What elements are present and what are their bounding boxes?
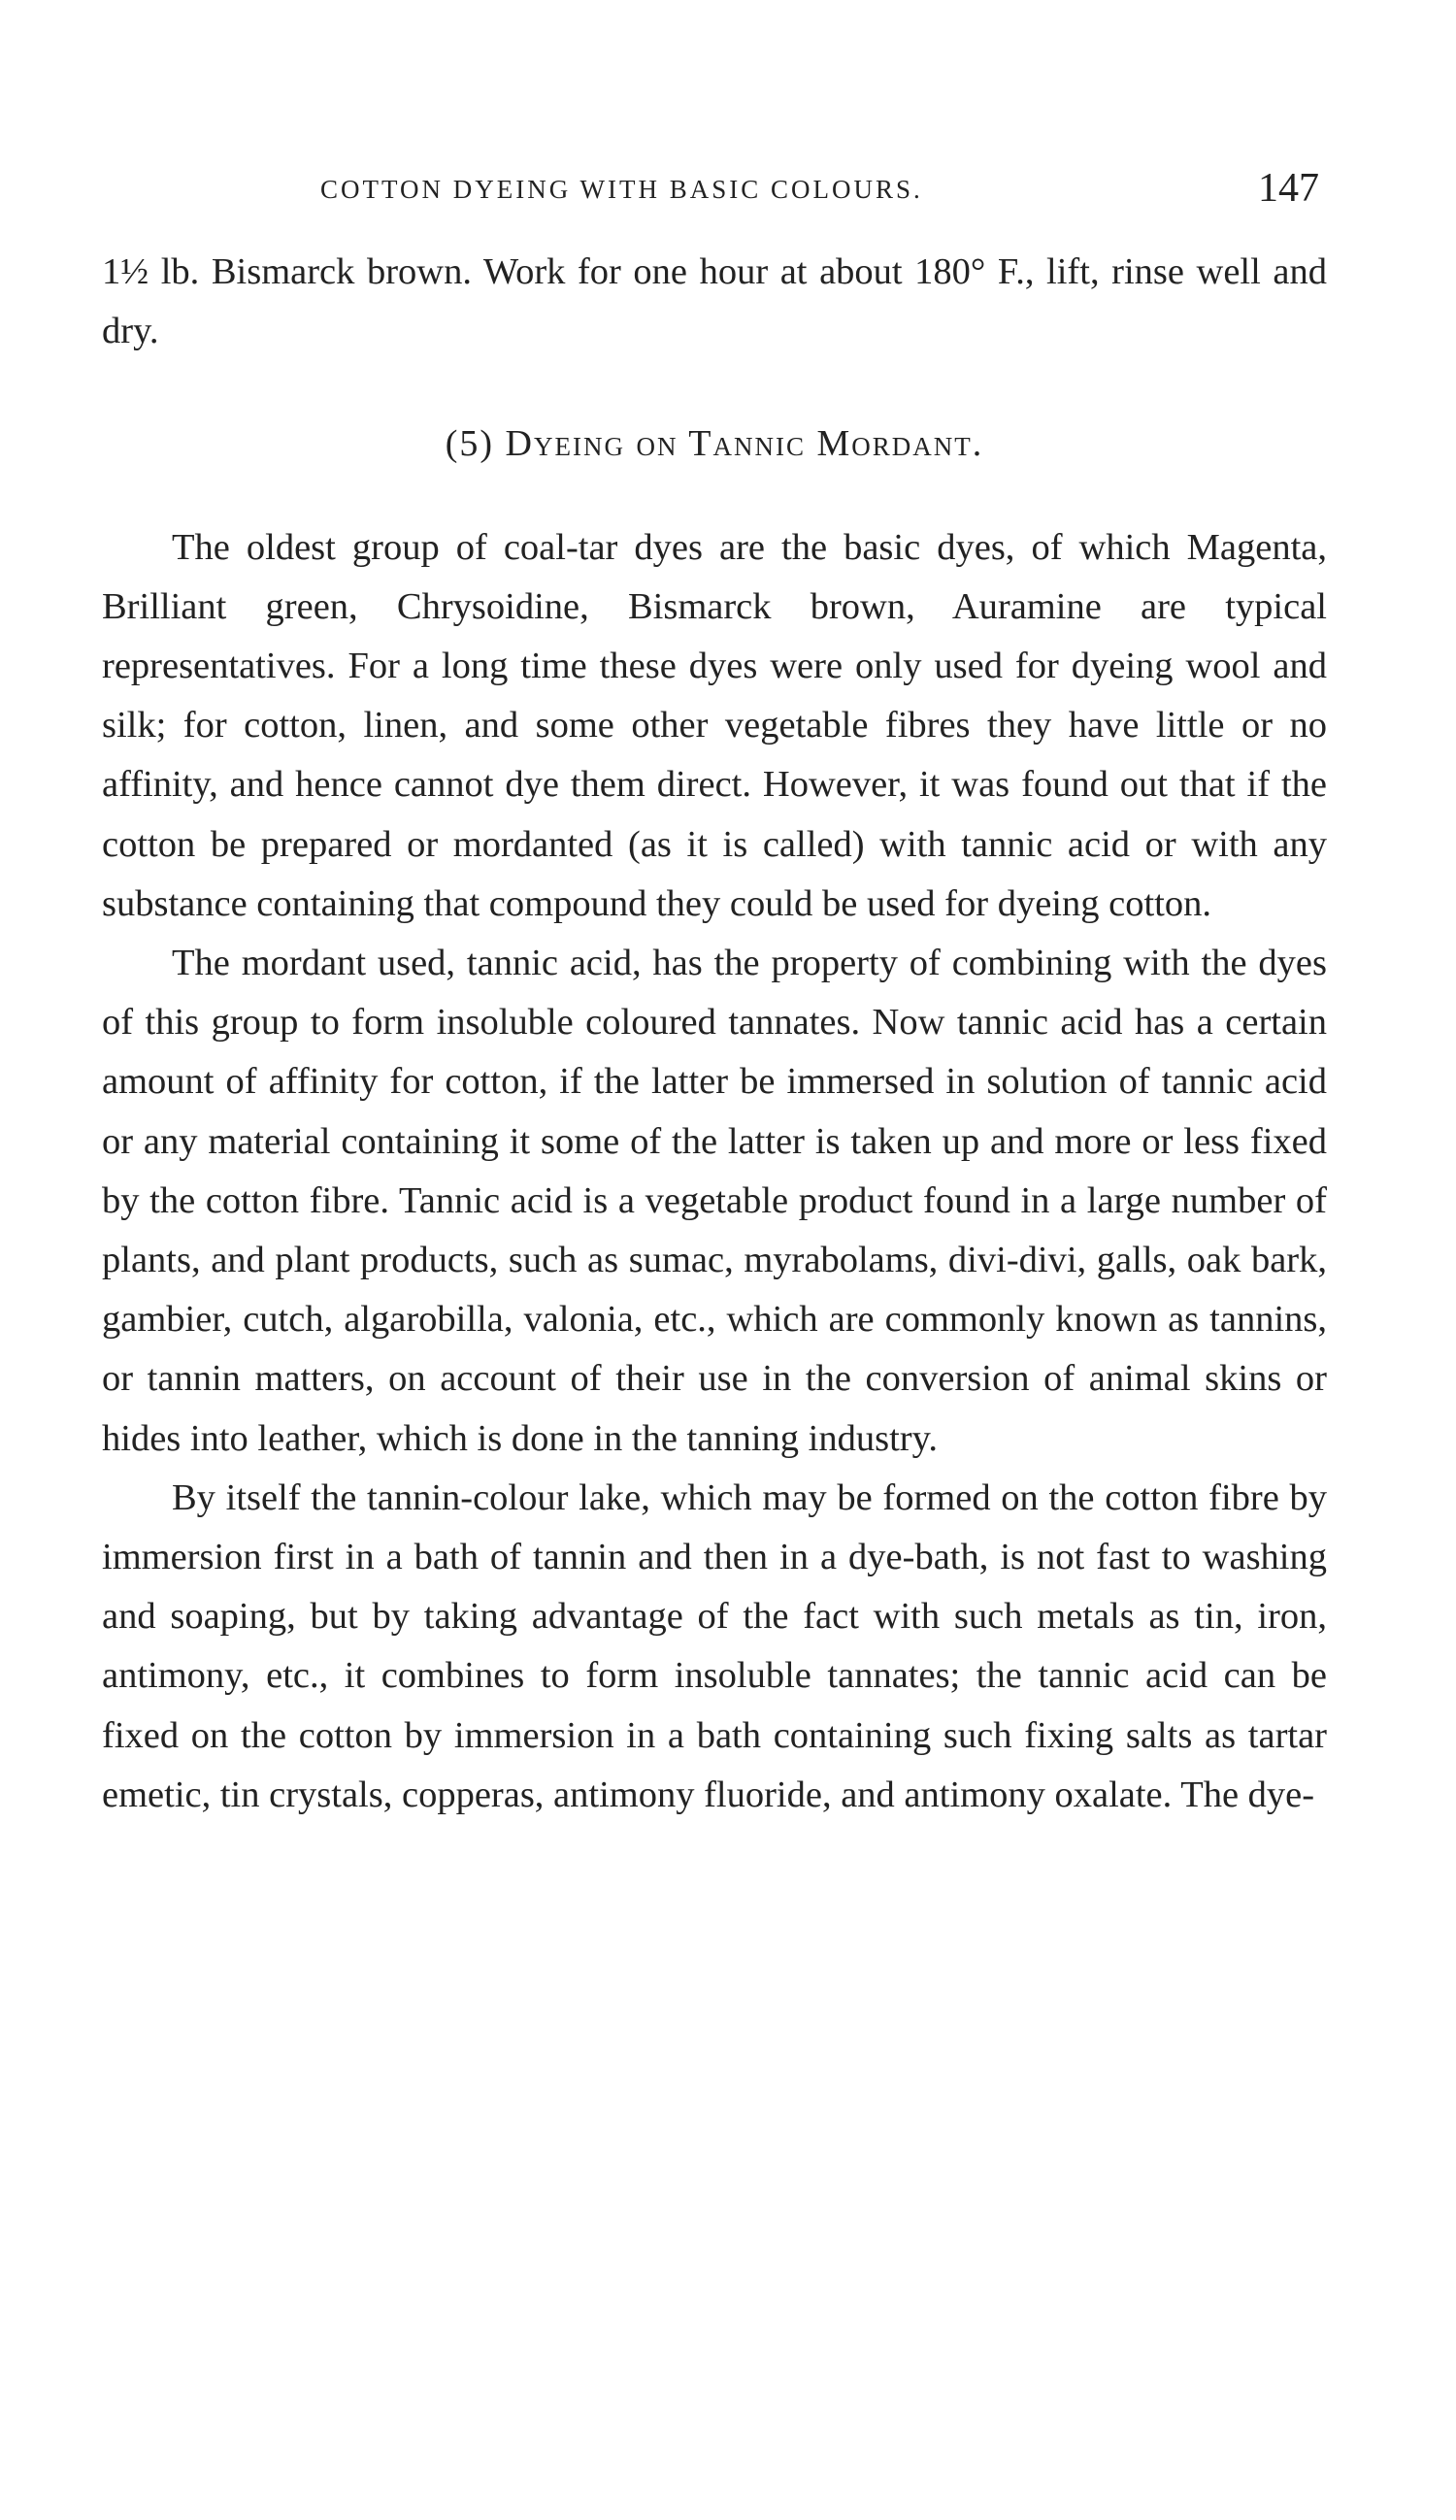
paragraph-2: The mordant used, tannic acid, has the property of combining with the dyes of this group to form insoluble coloured tannates. Now tannic acid has a certain amount of affinity for cotton, if the latter be immersed in solution of tannic acid or any material containing it some of the latter is taken up and more or less fixed by the cotton fibre. Tannic acid is a vegetable product found in a large number of plants, and plant products, such as sumac, myrabolams, divi-divi, galls, oak bark, gambier, cutch, algarobilla, valonia, etc., which are commonly known as tannins, or tannin matters, on account of their use in the conversion of animal skins or hides into leather, which is done in the tanning industry.: [102, 943, 1327, 1459]
running-title: COTTON DYEING WITH BASIC COLOURS.: [320, 175, 923, 204]
body-text: [102, 243, 1327, 1825]
paragraph-3: By itself the tannin-colour lake, which may be formed on the cotton fibre by immersion first in a bath of tannin and then in a dye-bath, is not fast to washing and soaping, but by taking advantage of the fact with such metals as tin, iron, antimony, etc., it combines to form insoluble tannates; the tannic acid can be fixed on the cotton by immersion in a bath containing such fixing salts as tartar emetic, tin crystals, copperas, antimony fluoride, and antimony oxalate. The dye-: [102, 1476, 1327, 1815]
continuation-paragraph: 1½ lb. Bismarck brown. Work for one hour at about 180° F., lift, rinse well and dry.: [102, 251, 1327, 352]
section-heading: (5) Dyeing on Tannic Mordant.: [445, 423, 984, 465]
running-head: [102, 163, 1327, 221]
paragraph-1: The oldest group of coal-tar dyes are the basic dyes, of which Magenta, Brilliant green, Chrysoidine, Bismarck brown, Auramine are typical representatives. For a long time these dyes were only used for dyeing wool and silk; for cotton, linen, and some other vegetable fibres they have little or no affinity, and hence cannot dye them direct. However, it was found out that if the cotton be prepared or mordanted (as it is called) with tannic acid or with any substance containing that compound they could be used for dyeing cotton.: [102, 526, 1327, 924]
page-number: 147: [1258, 166, 1319, 211]
